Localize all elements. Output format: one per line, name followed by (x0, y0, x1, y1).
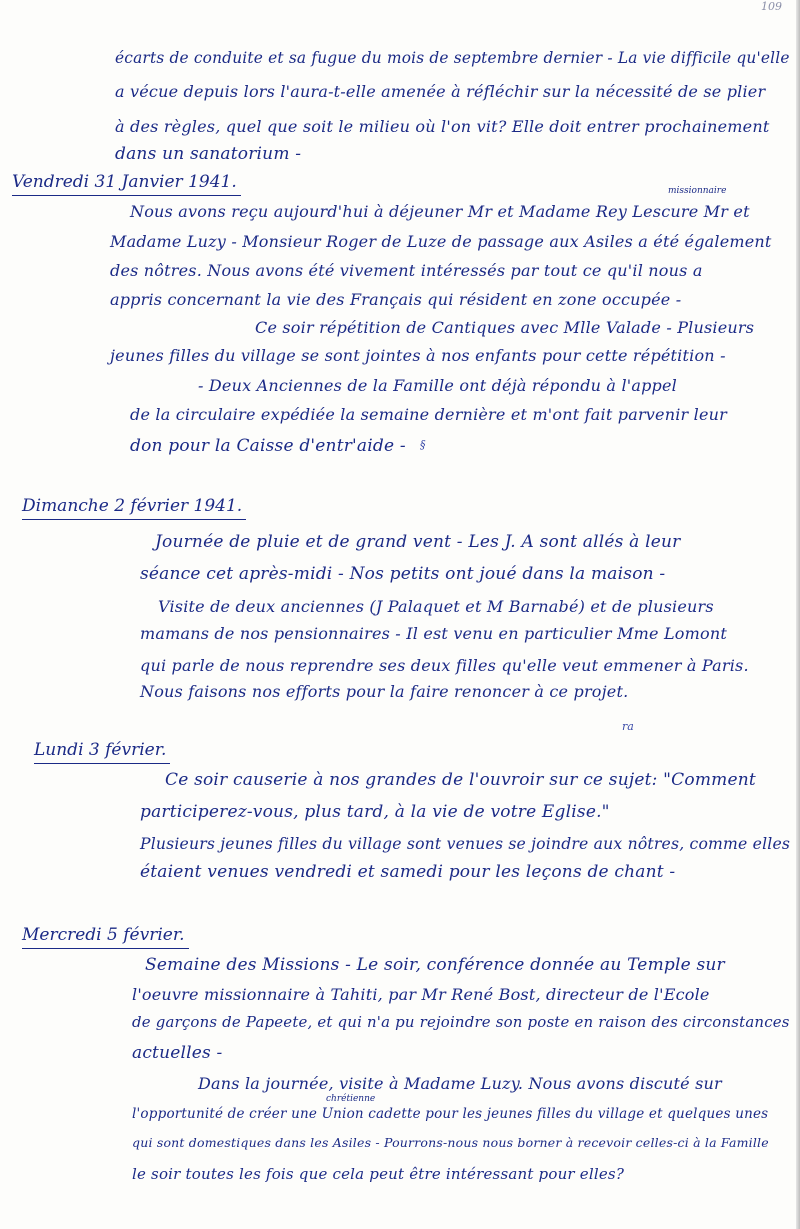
entry-1-line-4: dans un sanatorium - (115, 144, 302, 164)
entry-5-line-2: l'oeuvre missionnaire à Tahiti, par Mr René Bost, directeur de l'Ecole (132, 985, 710, 1004)
entry-3-line-4: mamans de nos pensionnaires - Il est venu en particulier Mme Lomont (140, 624, 727, 643)
entry-3-line-5: qui parle de nous reprendre ses deux filles qu'elle veut emmener à Paris. (140, 656, 749, 675)
entry-2-line-4: appris concernant la vie des Français qui résident en zone occupée - (110, 290, 682, 309)
date-heading-text: Mercredi 5 février. (22, 925, 185, 945)
date-heading (22, 496, 242, 516)
entry-3-line-1: Journée de pluie et de grand vent - Les J. A sont allés à leur (155, 532, 681, 552)
heading-underline (34, 763, 170, 764)
interline-insertion: missionnaire (668, 186, 727, 196)
entry-5-line-7: qui sont domestiques dans les Asiles - Pourrons-nous nous borner à recevoir celles-ci à la Famille (132, 1135, 769, 1150)
entry-2-line-5: Ce soir répétition de Cantiques avec Mlle Valade - Plusieurs (255, 318, 755, 337)
entry-5-line-4: actuelles - (132, 1043, 223, 1063)
entry-5-line-8: le soir toutes les fois que cela peut être intéressant pour elles? (132, 1165, 625, 1183)
entry-1-line-1: écarts de conduite et sa fugue du mois de septembre dernier - La vie difficile qu'elle (115, 48, 790, 67)
entry-1-line-2: a vécue depuis lors l'aura-t-elle amenée à réfléchir sur la nécessité de se plier (115, 82, 766, 101)
heading-underline (22, 519, 246, 520)
entry-3-line-3: Visite de deux anciennes (J Palaquet et M Barnabé) et de plusieurs (158, 597, 714, 616)
date-heading-text: Lundi 3 février. (34, 740, 167, 760)
entry-5-line-6: l'opportunité de créer une Union cadette pour les jeunes filles du village et quelques unes (132, 1106, 769, 1122)
entry-5-line-3: de garçons de Papeete, et qui n'a pu rejoindre son poste en raison des circonstances (132, 1013, 790, 1031)
page-number: 109 (761, 0, 782, 13)
entry-4-line-2: participerez-vous, plus tard, à la vie de votre Eglise." (140, 802, 610, 822)
page-edge (796, 0, 800, 1229)
entry-2-line-8: de la circulaire expédiée la semaine dernière et m'ont fait parvenir leur (130, 405, 727, 424)
date-heading (34, 740, 166, 760)
entry-3-line-6: Nous faisons nos efforts pour la faire renoncer à ce projet. (140, 682, 629, 701)
entry-2-line-7: - Deux Anciennes de la Famille ont déjà répondu à l'appel (198, 376, 677, 395)
entry-2-line-1: Nous avons reçu aujourd'hui à déjeuner Mr et Madame Rey Lescure Mr et (130, 202, 750, 221)
date-heading (12, 172, 237, 192)
entry-2-line-3: des nôtres. Nous avons été vivement intéressés par tout ce qu'il nous a (110, 261, 703, 280)
entry-1-line-3: à des règles, quel que soit le milieu où l'on vit? Elle doit entrer prochainement (115, 117, 770, 136)
entry-5-line-1: Semaine des Missions - Le soir, conférence donnée au Temple sur (145, 955, 725, 975)
entry-4-line-3: Plusieurs jeunes filles du village sont venues se joindre aux nôtres, comme elles (140, 834, 791, 853)
entry-5-line-5: Dans la journée, visite à Madame Luzy. Nous avons discuté sur (198, 1074, 722, 1093)
date-heading-text: Vendredi 31 Janvier 1941. (12, 172, 237, 192)
entry-4-line-4: étaient venues vendredi et samedi pour les leçons de chant - (140, 862, 676, 882)
heading-underline (12, 195, 241, 196)
entry-4-line-1: Ce soir causerie à nos grandes de l'ouvroir sur ce sujet: "Comment (165, 770, 756, 790)
interline-insertion: chrétienne (326, 1094, 376, 1104)
entry-2-line-6: jeunes filles du village se sont jointes à nos enfants pour cette répétition - (110, 346, 726, 365)
date-heading (22, 925, 185, 945)
stray-mark: ra (622, 720, 634, 733)
stray-mark: § (420, 438, 426, 451)
entry-2-line-2: Madame Luzy - Monsieur Roger de Luze de passage aux Asiles a été également (110, 232, 772, 251)
entry-2-line-9: don pour la Caisse d'entr'aide - (130, 436, 406, 456)
date-heading-text: Dimanche 2 février 1941. (22, 496, 243, 516)
entry-3-line-2: séance cet après-midi - Nos petits ont joué dans la maison - (140, 564, 666, 584)
heading-underline (22, 948, 189, 949)
